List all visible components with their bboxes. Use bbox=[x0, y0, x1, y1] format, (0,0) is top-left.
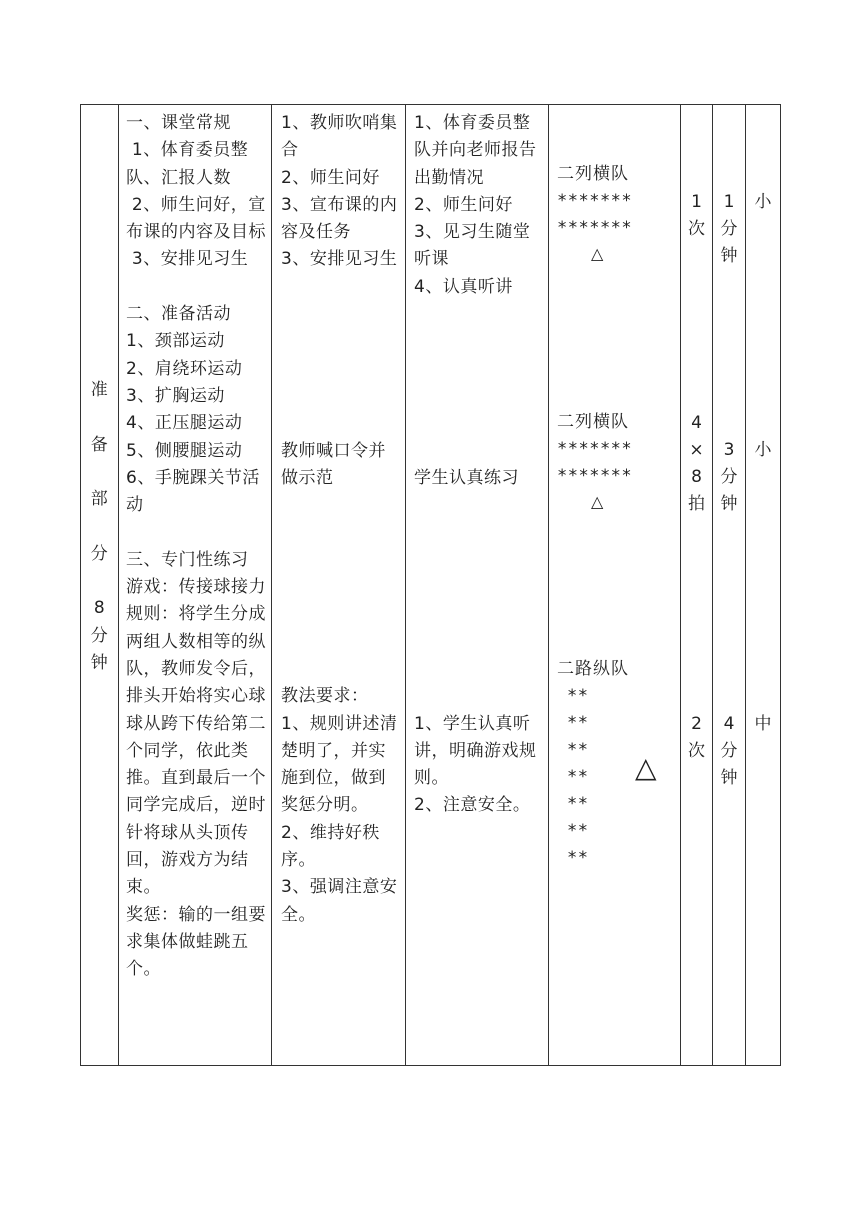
section-label: 准 备 部 分 8 分 钟 bbox=[90, 380, 109, 673]
formation-row: ** bbox=[567, 794, 589, 814]
repetitions-value: 1 次 bbox=[688, 192, 705, 239]
teacher-activity-cell bbox=[272, 105, 406, 1066]
repetitions-value: 4 × 8 拍 bbox=[688, 413, 705, 514]
formation-row: ** bbox=[567, 767, 589, 787]
formation-row: ** bbox=[567, 848, 589, 868]
lesson-plan-table bbox=[80, 104, 781, 1066]
content-text: 一、课堂常规 1、体育委员整队、汇报人数 2、师生问好，宣布课的内容及目标 3、安排见习生 二、准备活动 1、颈部运动 2、肩绕环运动 3、扩胸运动 4、正压腿运动 5、侧腰腿运动 6、手腕踝关节活动 三、专门性练习 游戏：传接球接力 规则：将学生分成两组人数相等的纵队，教师发令后，排头开始将实心球球从跨下传给第二个同学，依此类推。直到最后一个同学完成后，逆时针将球从头顶传回，游戏方为结束。 奖惩：输的一组要求集体做蛙跳五个。 bbox=[126, 113, 266, 980]
duration-value: 3 分 钟 bbox=[720, 440, 738, 514]
student-activity-text: 1、体育委员整队并向老师报告出勤情况 2、师生问好 3、见习生随堂听课 4、认真听讲 学生认真练习 1、学生认真听讲，明确游戏规则。 2、注意安全。 bbox=[414, 113, 537, 816]
formation-row: ******* bbox=[557, 191, 633, 211]
formation-block-1 bbox=[557, 161, 681, 266]
duration-value: 4 分 钟 bbox=[720, 714, 738, 788]
teacher-triangle-icon: △ bbox=[591, 492, 604, 511]
repetitions-value: 2 次 bbox=[688, 714, 705, 761]
formation-row: ** bbox=[567, 821, 589, 841]
teacher-triangle-icon: △ bbox=[635, 751, 657, 784]
teacher-triangle-icon: △ bbox=[591, 244, 604, 263]
formation-label: 二路纵队 bbox=[557, 659, 629, 679]
organization-cell bbox=[549, 105, 681, 1066]
intensity-value: 小 bbox=[754, 440, 772, 460]
teacher-activity-text: 1、教师吹哨集合 2、师生问好 3、宣布课的内容及任务 3、安排见习生 教师喊口令并做示范 教法要求： 1、规则讲述清楚明了，并实施到位，做到奖惩分明。 2、维持好秩序。 3、强调注意安全。 bbox=[281, 113, 398, 925]
formation-row: ******* bbox=[557, 439, 633, 459]
duration-cell bbox=[713, 105, 746, 1066]
student-activity-cell bbox=[406, 105, 549, 1066]
formation-row: ******* bbox=[557, 218, 633, 238]
table-row bbox=[81, 105, 781, 1066]
intensity-value: 中 bbox=[754, 714, 772, 734]
formation-row: ** bbox=[567, 686, 589, 706]
formation-label: 二列横队 bbox=[557, 164, 629, 184]
content-cell bbox=[119, 105, 272, 1066]
repetitions-cell bbox=[681, 105, 713, 1066]
duration-value: 1 分 钟 bbox=[720, 192, 738, 266]
intensity-cell bbox=[746, 105, 781, 1066]
formation-row: ** bbox=[567, 713, 589, 733]
formation-block-3 bbox=[557, 656, 681, 872]
section-cell bbox=[81, 105, 119, 1066]
intensity-value: 小 bbox=[754, 192, 772, 212]
formation-row: ** bbox=[567, 740, 589, 760]
formation-block-2 bbox=[557, 409, 681, 514]
formation-row: ******* bbox=[557, 466, 633, 486]
formation-label: 二列横队 bbox=[557, 412, 629, 432]
